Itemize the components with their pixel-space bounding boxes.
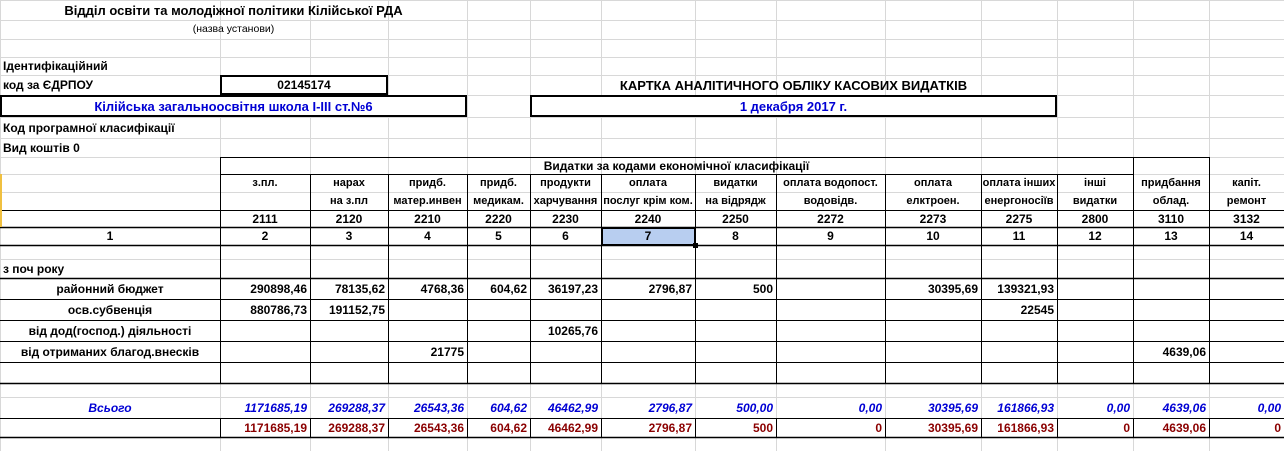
col-header-2: водовідв. — [803, 194, 858, 207]
funds-type-label: Вид коштів 0 — [3, 140, 80, 155]
total-cell[interactable]: 0,00 — [1106, 400, 1130, 415]
row-marker — [0, 174, 2, 192]
data-cell[interactable] — [1209, 299, 1284, 320]
col-number[interactable]: 7 — [644, 229, 652, 243]
col-header-1: придб. — [409, 176, 446, 189]
card-title: КАРТКА АНАЛІТИЧНОГО ОБЛІКУ КАСОВИХ ВИДАТКІВ — [619, 77, 968, 93]
col-code[interactable]: 2230 — [552, 211, 579, 226]
data-cell[interactable] — [1209, 341, 1284, 362]
row-label: від отриманих благод.внесків — [20, 344, 200, 359]
data-cell[interactable] — [601, 320, 695, 341]
col-code[interactable]: 3132 — [1233, 211, 1260, 226]
data-cell[interactable] — [1057, 278, 1133, 299]
report-date[interactable]: 1 декабря 2017 г. — [530, 95, 1057, 117]
col-header-2: ремонт — [1226, 194, 1267, 207]
col-header-1: капіт. — [1232, 176, 1261, 189]
data-cell[interactable]: 78135,62 — [334, 281, 385, 296]
col-header-1: продукти — [540, 176, 591, 189]
col-header-1: оплата водопост. — [783, 176, 878, 189]
total-cell[interactable]: 269288,37 — [328, 400, 385, 415]
col-number[interactable]: 14 — [1239, 229, 1254, 243]
total-cell[interactable]: 1171685,19 — [244, 400, 307, 415]
data-cell[interactable] — [1133, 320, 1209, 341]
data-cell[interactable] — [530, 299, 601, 320]
col-header-1: видатки — [713, 176, 758, 189]
id-label-2: код за ЄДРПОУ — [3, 78, 93, 92]
col-header-1: оплата — [914, 176, 952, 189]
data-cell[interactable] — [388, 299, 467, 320]
data-cell[interactable] — [467, 299, 530, 320]
col-header-2: на з.пл — [330, 194, 368, 207]
data-cell[interactable]: 4768,36 — [420, 281, 464, 296]
col-code[interactable]: 2210 — [414, 211, 441, 226]
data-cell[interactable] — [885, 320, 981, 341]
data-cell[interactable]: 21775 — [430, 344, 464, 359]
col-header-1: нарах — [333, 176, 365, 189]
total-cell[interactable]: 0,00 — [858, 400, 882, 415]
row-marker — [0, 210, 2, 227]
row-label: від дод(господ.) діяльності — [28, 323, 192, 338]
check-cell[interactable]: 1171685,19 — [244, 420, 307, 435]
data-cell[interactable] — [885, 299, 981, 320]
total-cell[interactable]: 26543,36 — [413, 400, 464, 415]
col-number[interactable]: 13 — [1164, 229, 1178, 243]
col-header-2: послуг крім ком. — [603, 194, 693, 207]
data-cell[interactable] — [1057, 341, 1133, 362]
check-cell[interactable]: 46462,99 — [547, 420, 598, 435]
data-cell[interactable]: 30395,69 — [927, 281, 978, 296]
col-number[interactable]: 9 — [827, 229, 834, 243]
org-name: Відділ освіти та молодіжної політики Кілійської РДА — [64, 2, 403, 18]
data-cell[interactable]: 139321,93 — [997, 281, 1054, 296]
fill-handle[interactable] — [693, 243, 698, 248]
col-header-1: оплата — [629, 176, 667, 189]
data-cell[interactable]: 880786,73 — [250, 302, 307, 317]
col-code[interactable]: 2111 — [252, 211, 278, 226]
data-cell[interactable] — [1057, 320, 1133, 341]
check-cell[interactable]: 604,62 — [490, 420, 527, 435]
data-cell[interactable]: 500 — [752, 281, 773, 296]
col-header-1: інші — [1084, 176, 1106, 189]
data-cell[interactable]: 191152,75 — [328, 302, 385, 317]
col-number[interactable]: 8 — [732, 229, 739, 243]
data-cell[interactable] — [310, 341, 388, 362]
col-number[interactable]: 2 — [261, 229, 269, 243]
data-cell[interactable] — [776, 341, 885, 362]
col-code[interactable]: 2275 — [1005, 211, 1033, 226]
col-code[interactable]: 2240 — [634, 211, 662, 226]
org-hint: (назва установи) — [192, 23, 275, 36]
total-cell[interactable]: 2796,87 — [648, 400, 692, 415]
data-cell[interactable] — [530, 341, 601, 362]
check-cell[interactable]: 269288,37 — [328, 420, 385, 435]
col-header-1: придб. — [480, 176, 517, 189]
data-cell[interactable] — [776, 320, 885, 341]
check-cell[interactable]: 2796,87 — [648, 420, 692, 435]
col-header-2: матер.инвен — [393, 194, 462, 207]
total-cell[interactable]: 46462,99 — [547, 400, 598, 415]
col-header-1: з.пл. — [252, 176, 278, 189]
total-cell[interactable]: 161866,93 — [997, 400, 1054, 415]
check-cell[interactable]: 4639,06 — [1162, 420, 1206, 435]
data-cell[interactable] — [885, 341, 981, 362]
data-cell[interactable] — [1133, 278, 1209, 299]
check-cell[interactable]: 30395,69 — [927, 420, 978, 435]
data-cell[interactable]: 290898,46 — [250, 281, 307, 296]
col-number[interactable]: 11 — [1012, 229, 1026, 243]
check-cell[interactable]: 0 — [1274, 420, 1281, 435]
col-header-2: елктроен. — [906, 194, 960, 207]
col-header-1: придбання — [1141, 176, 1201, 189]
col-code[interactable]: 2250 — [722, 211, 749, 226]
col-number[interactable]: 3 — [345, 229, 353, 243]
total-cell[interactable]: 500,00 — [736, 400, 773, 415]
col-header-2: медикам. — [473, 194, 524, 207]
check-cell[interactable]: 0 — [1123, 420, 1130, 435]
col-code[interactable]: 2800 — [1081, 211, 1109, 226]
col-header-2: видатки — [1072, 194, 1118, 207]
col-header-2: облад. — [1152, 194, 1190, 207]
col-code[interactable]: 2220 — [485, 211, 512, 226]
check-cell[interactable]: 0 — [875, 420, 882, 435]
group-title: Видатки за кодами економічної класифікації — [543, 158, 810, 173]
data-cell[interactable]: 36197,23 — [547, 281, 598, 296]
data-cell[interactable] — [1209, 278, 1284, 299]
col-code[interactable]: 2273 — [919, 211, 947, 226]
school-name[interactable]: Кілійська загальноосвітня школа І-ІІІ ст.№6 — [0, 95, 467, 117]
section-label: з поч року — [3, 261, 65, 276]
id-label-1: Ідентифікаційний — [3, 59, 108, 73]
col-number[interactable]: 6 — [562, 229, 569, 243]
data-cell[interactable] — [776, 278, 885, 299]
col-header-1: оплата інших — [982, 176, 1056, 189]
row-label: районний бюджет — [56, 281, 164, 296]
data-cell[interactable] — [1133, 299, 1209, 320]
check-cell[interactable]: 161866,93 — [997, 420, 1054, 435]
data-cell[interactable] — [1057, 299, 1133, 320]
data-cell[interactable] — [695, 320, 776, 341]
data-cell[interactable] — [695, 299, 776, 320]
data-cell[interactable] — [981, 320, 1057, 341]
data-cell[interactable] — [981, 341, 1057, 362]
col-code[interactable]: 2272 — [817, 211, 844, 226]
total-cell[interactable]: 0,00 — [1257, 400, 1281, 415]
data-cell[interactable] — [601, 341, 695, 362]
col-number[interactable]: 5 — [495, 229, 502, 243]
data-cell[interactable] — [467, 320, 530, 341]
col-header-2: на відрядж — [705, 194, 766, 207]
data-cell[interactable] — [467, 341, 530, 362]
data-cell[interactable] — [310, 320, 388, 341]
total-cell[interactable]: 30395,69 — [927, 400, 978, 415]
program-code-label: Код програмної класифікації — [3, 120, 175, 135]
row-label: осв.субвенція — [67, 302, 153, 317]
col-code[interactable]: 2120 — [335, 211, 363, 226]
data-cell[interactable] — [220, 320, 310, 341]
col-header-2 — [220, 192, 310, 210]
total-cell[interactable]: 604,62 — [490, 400, 527, 415]
col-header-2: енергоносіїв — [984, 194, 1054, 207]
data-cell[interactable] — [388, 320, 467, 341]
col-number-first: 1 — [106, 229, 114, 243]
data-cell[interactable]: 22545 — [1020, 302, 1054, 317]
edrpou-code[interactable]: 02145174 — [220, 75, 388, 95]
col-header-2: харчування — [533, 194, 598, 207]
col-code[interactable]: 3110 — [1157, 211, 1185, 226]
data-cell[interactable]: 604,62 — [490, 281, 527, 296]
data-cell[interactable]: 4639,06 — [1162, 344, 1206, 359]
check-cell[interactable]: 500 — [752, 420, 773, 435]
col-number[interactable]: 10 — [926, 229, 940, 243]
data-cell[interactable] — [1209, 320, 1284, 341]
data-cell[interactable] — [601, 299, 695, 320]
col-number[interactable]: 4 — [424, 229, 431, 243]
col-number[interactable]: 12 — [1088, 229, 1102, 243]
total-cell[interactable]: 4639,06 — [1162, 400, 1206, 415]
data-cell[interactable] — [776, 299, 885, 320]
data-cell[interactable] — [220, 341, 310, 362]
check-cell[interactable]: 26543,36 — [413, 420, 464, 435]
total-label: Всього — [88, 400, 132, 415]
row-marker — [0, 192, 2, 210]
data-cell[interactable]: 10265,76 — [547, 323, 598, 338]
data-cell[interactable]: 2796,87 — [648, 281, 692, 296]
data-cell[interactable] — [695, 341, 776, 362]
